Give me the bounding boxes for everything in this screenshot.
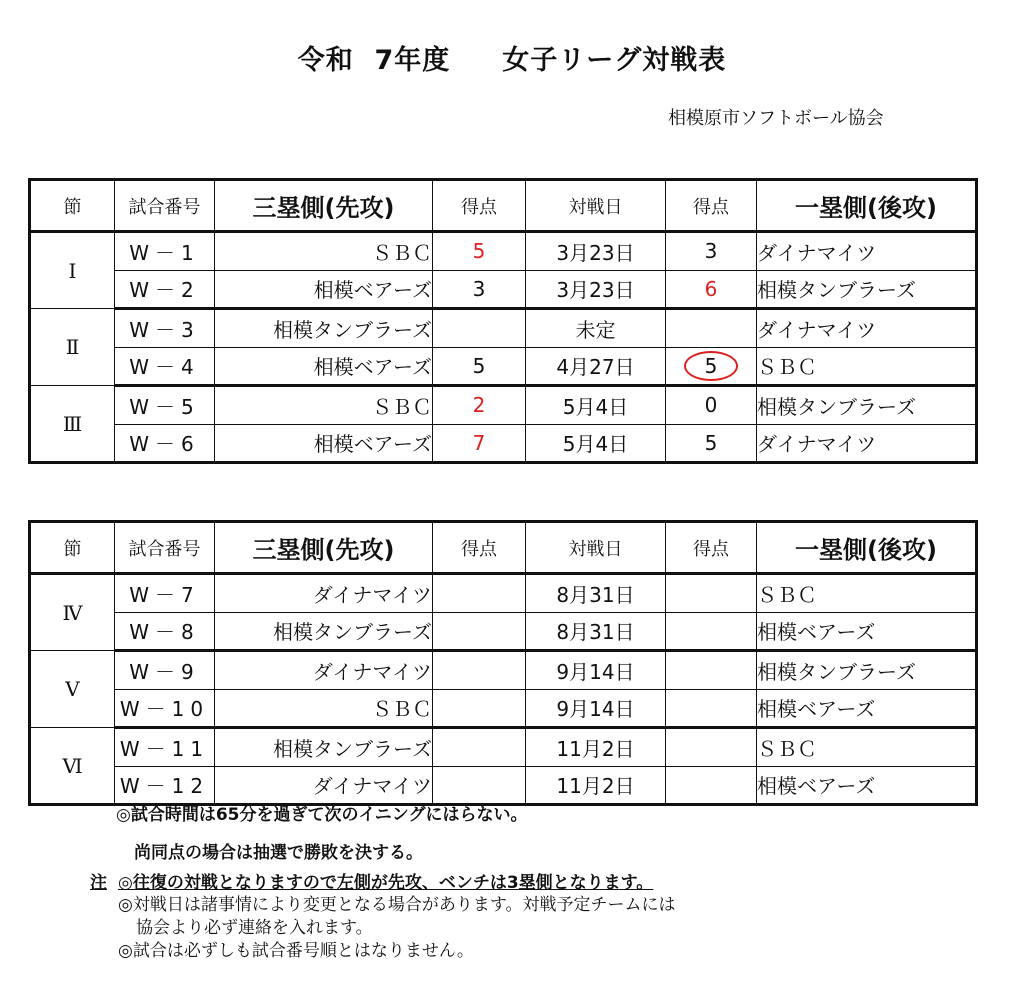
away-score: 6 <box>666 270 757 309</box>
match-number: W－3 <box>115 309 215 348</box>
setsu-cell: Ⅰ <box>30 232 115 309</box>
setsu-cell: Ⅴ <box>30 651 115 728</box>
header-home: 三塁側(先攻) <box>215 180 433 232</box>
note-date-change: ◎対戦日は諸事情により変更となる場合があります。対戦予定チームには <box>118 895 676 915</box>
away-score: 0 <box>666 386 757 425</box>
match-date: 9月14日 <box>526 689 666 728</box>
setsu-cell: Ⅵ <box>30 728 115 805</box>
away-score: 3 <box>666 232 757 271</box>
header-home: 三塁側(先攻) <box>215 522 433 574</box>
away-team: 相模タンブラーズ <box>757 386 977 425</box>
table-row <box>30 270 977 309</box>
match-number: W－9 <box>115 651 215 690</box>
home-score <box>433 574 526 613</box>
away-score <box>666 347 757 386</box>
match-date: 8月31日 <box>526 612 666 651</box>
circled-score: 5 <box>684 351 738 381</box>
home-score <box>433 728 526 767</box>
header-home-score: 得点 <box>433 522 526 574</box>
note-mark: 注 <box>90 873 107 893</box>
header-away-score: 得点 <box>666 522 757 574</box>
header-row <box>30 522 977 574</box>
match-number: W－6 <box>115 424 215 463</box>
away-score <box>666 651 757 690</box>
away-score <box>666 574 757 613</box>
table-row <box>30 386 977 425</box>
home-score: 7 <box>433 424 526 463</box>
match-date: 9月14日 <box>526 651 666 690</box>
table-row <box>30 651 977 690</box>
table-row <box>30 309 977 348</box>
home-score: 2 <box>433 386 526 425</box>
match-date: 11月2日 <box>526 728 666 767</box>
table-row <box>30 689 977 728</box>
away-score <box>666 612 757 651</box>
setsu-cell: Ⅳ <box>30 574 115 651</box>
table-row <box>30 766 977 805</box>
association-name: 相模原市ソフトボール協会 <box>668 108 884 129</box>
note-tie-rule: 尚同点の場合は抽選で勝敗を決する。 <box>134 843 423 863</box>
table-row <box>30 424 977 463</box>
home-team: ＳＢＣ <box>215 689 433 728</box>
header-date: 対戦日 <box>526 522 666 574</box>
table-row <box>30 728 977 767</box>
home-score <box>433 766 526 805</box>
table-row <box>30 574 977 613</box>
match-number: W－7 <box>115 574 215 613</box>
header-away-score: 得点 <box>666 180 757 232</box>
home-team: 相模ベアーズ <box>215 347 433 386</box>
away-team: ダイナマイツ <box>757 232 977 271</box>
header-home-score: 得点 <box>433 180 526 232</box>
home-team: ＳＢＣ <box>215 232 433 271</box>
away-score: 5 <box>666 424 757 463</box>
away-team: ＳＢＣ <box>757 728 977 767</box>
setsu-cell: Ⅲ <box>30 386 115 463</box>
away-score <box>666 309 757 348</box>
away-team: 相模タンブラーズ <box>757 651 977 690</box>
header-match-no: 試合番号 <box>115 522 215 574</box>
table-row <box>30 347 977 386</box>
header-away: 一塁側(後攻) <box>757 522 977 574</box>
match-number: W－11 <box>115 728 215 767</box>
home-team: ダイナマイツ <box>215 574 433 613</box>
match-date: 5月4日 <box>526 424 666 463</box>
home-team: 相模タンブラーズ <box>215 309 433 348</box>
home-score: 3 <box>433 270 526 309</box>
setsu-cell: Ⅱ <box>30 309 115 386</box>
match-number: W－10 <box>115 689 215 728</box>
home-score <box>433 689 526 728</box>
table-row <box>30 612 977 651</box>
away-team: ダイナマイツ <box>757 309 977 348</box>
away-team: ダイナマイツ <box>757 424 977 463</box>
match-date: 未定 <box>526 309 666 348</box>
away-score <box>666 728 757 767</box>
home-team: 相模ベアーズ <box>215 424 433 463</box>
match-date: 3月23日 <box>526 270 666 309</box>
match-number: W－1 <box>115 232 215 271</box>
match-date: 8月31日 <box>526 574 666 613</box>
away-team: 相模ベアーズ <box>757 689 977 728</box>
header-setsu: 節 <box>30 180 115 232</box>
away-score <box>666 766 757 805</box>
home-team: ダイナマイツ <box>215 766 433 805</box>
match-number: W－8 <box>115 612 215 651</box>
note-game-time: ◎試合時間は65分を過ぎて次のイニングにはらない。 <box>116 805 528 825</box>
header-match-no: 試合番号 <box>115 180 215 232</box>
match-number: W－4 <box>115 347 215 386</box>
home-score <box>433 309 526 348</box>
page-title: 令和 7年度 女子リーグ対戦表 <box>297 45 727 76</box>
schedule-table-1 <box>28 178 978 464</box>
schedule-table-2 <box>28 520 978 806</box>
home-score: 5 <box>433 232 526 271</box>
home-team: 相模ベアーズ <box>215 270 433 309</box>
home-team: ＳＢＣ <box>215 386 433 425</box>
table-row <box>30 232 977 271</box>
away-team: 相模ベアーズ <box>757 766 977 805</box>
home-score <box>433 651 526 690</box>
match-number: W－12 <box>115 766 215 805</box>
match-date: 11月2日 <box>526 766 666 805</box>
home-score <box>433 612 526 651</box>
note-contact: 協会より必ず連絡を入れます。 <box>136 918 373 938</box>
note-order: ◎試合は必ずしも試合番号順とはなりません。 <box>118 941 474 961</box>
match-date: 3月23日 <box>526 232 666 271</box>
header-away: 一塁側(後攻) <box>757 180 977 232</box>
away-score <box>666 689 757 728</box>
away-team: ＳＢＣ <box>757 347 977 386</box>
header-setsu: 節 <box>30 522 115 574</box>
away-team: ＳＢＣ <box>757 574 977 613</box>
match-date: 5月4日 <box>526 386 666 425</box>
match-date: 4月27日 <box>526 347 666 386</box>
home-team: ダイナマイツ <box>215 651 433 690</box>
header-date: 対戦日 <box>526 180 666 232</box>
away-team: 相模ベアーズ <box>757 612 977 651</box>
header-row <box>30 180 977 232</box>
away-team: 相模タンブラーズ <box>757 270 977 309</box>
home-team: 相模タンブラーズ <box>215 728 433 767</box>
note-home-away: ◎往復の対戦となりますので左側が先攻、ベンチは3塁側となります。 <box>118 873 654 893</box>
match-number: W－2 <box>115 270 215 309</box>
home-team: 相模タンブラーズ <box>215 612 433 651</box>
match-number: W－5 <box>115 386 215 425</box>
home-score: 5 <box>433 347 526 386</box>
